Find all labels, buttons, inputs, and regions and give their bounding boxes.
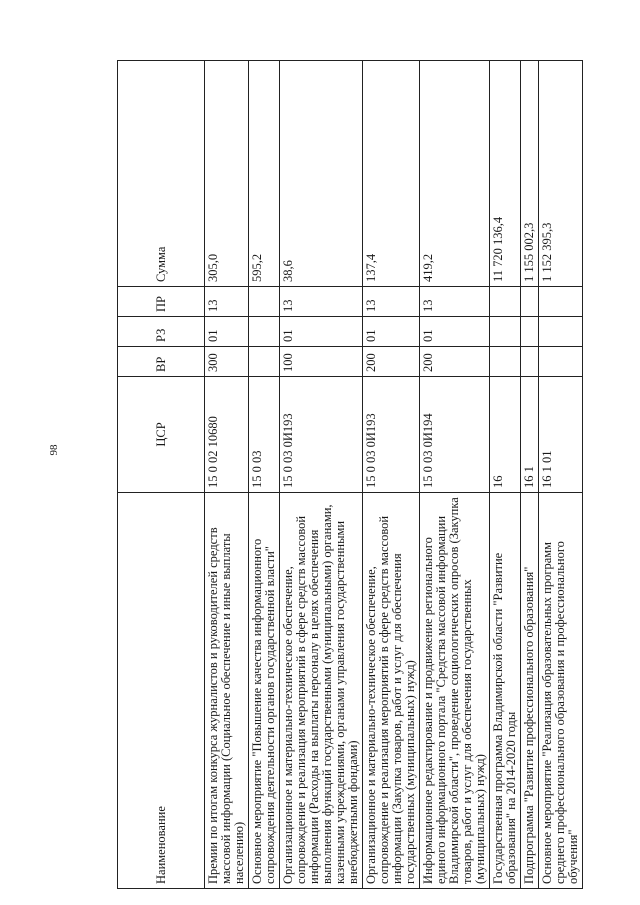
row-csr: 16 1 01 bbox=[539, 377, 583, 493]
row-sum: 305,0 bbox=[205, 61, 249, 287]
header-vr: ВР bbox=[118, 347, 205, 377]
row-csr: 15 0 03 bbox=[249, 377, 280, 493]
row-pr: 13 bbox=[420, 287, 490, 317]
row-vr: 200 bbox=[420, 347, 490, 377]
row-pr: 13 bbox=[280, 287, 363, 317]
header-csr: ЦСР bbox=[118, 377, 205, 493]
table-row bbox=[249, 61, 280, 889]
table-row bbox=[205, 61, 249, 889]
row-sum: 1 155 002,3 bbox=[521, 61, 539, 287]
header-sum: Сумма bbox=[118, 61, 205, 287]
row-rz: 01 bbox=[280, 317, 363, 347]
table-row bbox=[490, 61, 521, 889]
table-row bbox=[539, 61, 583, 889]
row-pr bbox=[521, 287, 539, 317]
row-name: Информационное редактирование и продвижение регионального единого информационного портала "Средства массовой информации Владимирской области", проведение социологических опросов (Закупка товаров, работ и услуг для обеспечения государственных (муниципальных) нужд) bbox=[420, 493, 490, 889]
table-row bbox=[521, 61, 539, 889]
row-name: Основное мероприятие "Реализация образовательных программ среднего профессионального образования и профессионального обучения" bbox=[539, 493, 583, 889]
table-row bbox=[280, 61, 363, 889]
row-name: Премии по итогам конкурса журналистов и руководителей средств массовой информации (Социальное обеспечение и иные выплаты населению) bbox=[205, 493, 249, 889]
row-pr: 13 bbox=[205, 287, 249, 317]
row-pr bbox=[490, 287, 521, 317]
row-pr: 13 bbox=[363, 287, 420, 317]
row-name: Государственная программа Владимирской области "Развитие образования" на 2014-2020 годы bbox=[490, 493, 521, 889]
row-vr: 200 bbox=[363, 347, 420, 377]
header-rz: РЗ bbox=[118, 317, 205, 347]
row-vr bbox=[490, 347, 521, 377]
row-vr: 100 bbox=[280, 347, 363, 377]
row-csr: 15 0 02 10680 bbox=[205, 377, 249, 493]
row-csr: 15 0 03 0И193 bbox=[363, 377, 420, 493]
header-name: Наименование bbox=[118, 493, 205, 889]
row-csr: 15 0 03 0И193 bbox=[280, 377, 363, 493]
row-vr bbox=[539, 347, 583, 377]
table-row bbox=[363, 61, 420, 889]
row-rz: 01 bbox=[363, 317, 420, 347]
row-csr: 16 bbox=[490, 377, 521, 493]
row-rz: 01 bbox=[205, 317, 249, 347]
row-rz bbox=[490, 317, 521, 347]
row-pr bbox=[249, 287, 280, 317]
table-row bbox=[420, 61, 490, 889]
header-pr: ПР bbox=[118, 287, 205, 317]
row-csr: 16 1 bbox=[521, 377, 539, 493]
row-rz bbox=[249, 317, 280, 347]
row-name: Основное мероприятие "Повышение качества информационного сопровождения деятельности органов государственной власти" bbox=[249, 493, 280, 889]
row-name: Организационное и материально-техническое обеспечение, сопровождение и реализация мероприятий в сфере средств массовой информации (Расходы на выплаты персоналу в целях обеспечения выполнения функций государственными (муниципальными) органами, казенными учреждениями, органами управления государственными внебюджетными фондами) bbox=[280, 493, 363, 889]
row-vr bbox=[249, 347, 280, 377]
budget-table bbox=[117, 60, 583, 889]
row-pr bbox=[539, 287, 583, 317]
row-csr: 15 0 03 0И194 bbox=[420, 377, 490, 493]
row-sum: 38,6 bbox=[280, 61, 363, 287]
row-sum: 1 152 395,3 bbox=[539, 61, 583, 287]
row-name: Подпрограмма "Развитие профессионального образования" bbox=[521, 493, 539, 889]
row-vr bbox=[521, 347, 539, 377]
row-vr: 300 bbox=[205, 347, 249, 377]
row-rz: 01 bbox=[420, 317, 490, 347]
row-sum: 137,4 bbox=[363, 61, 420, 287]
table-header-row bbox=[118, 61, 205, 889]
row-rz bbox=[521, 317, 539, 347]
page-number: 98 bbox=[48, 444, 60, 456]
row-sum: 595,2 bbox=[249, 61, 280, 287]
row-name: Организационное и материально-техническое обеспечение, сопровождение и реализация мероприятий в сфере средств массовой информации (Закупка товаров, работ и услуг для обеспечения государственных (муниципальных) нужд) bbox=[363, 493, 420, 889]
row-sum: 419,2 bbox=[420, 61, 490, 287]
row-sum: 11 720 136,4 bbox=[490, 61, 521, 287]
row-rz bbox=[539, 317, 583, 347]
